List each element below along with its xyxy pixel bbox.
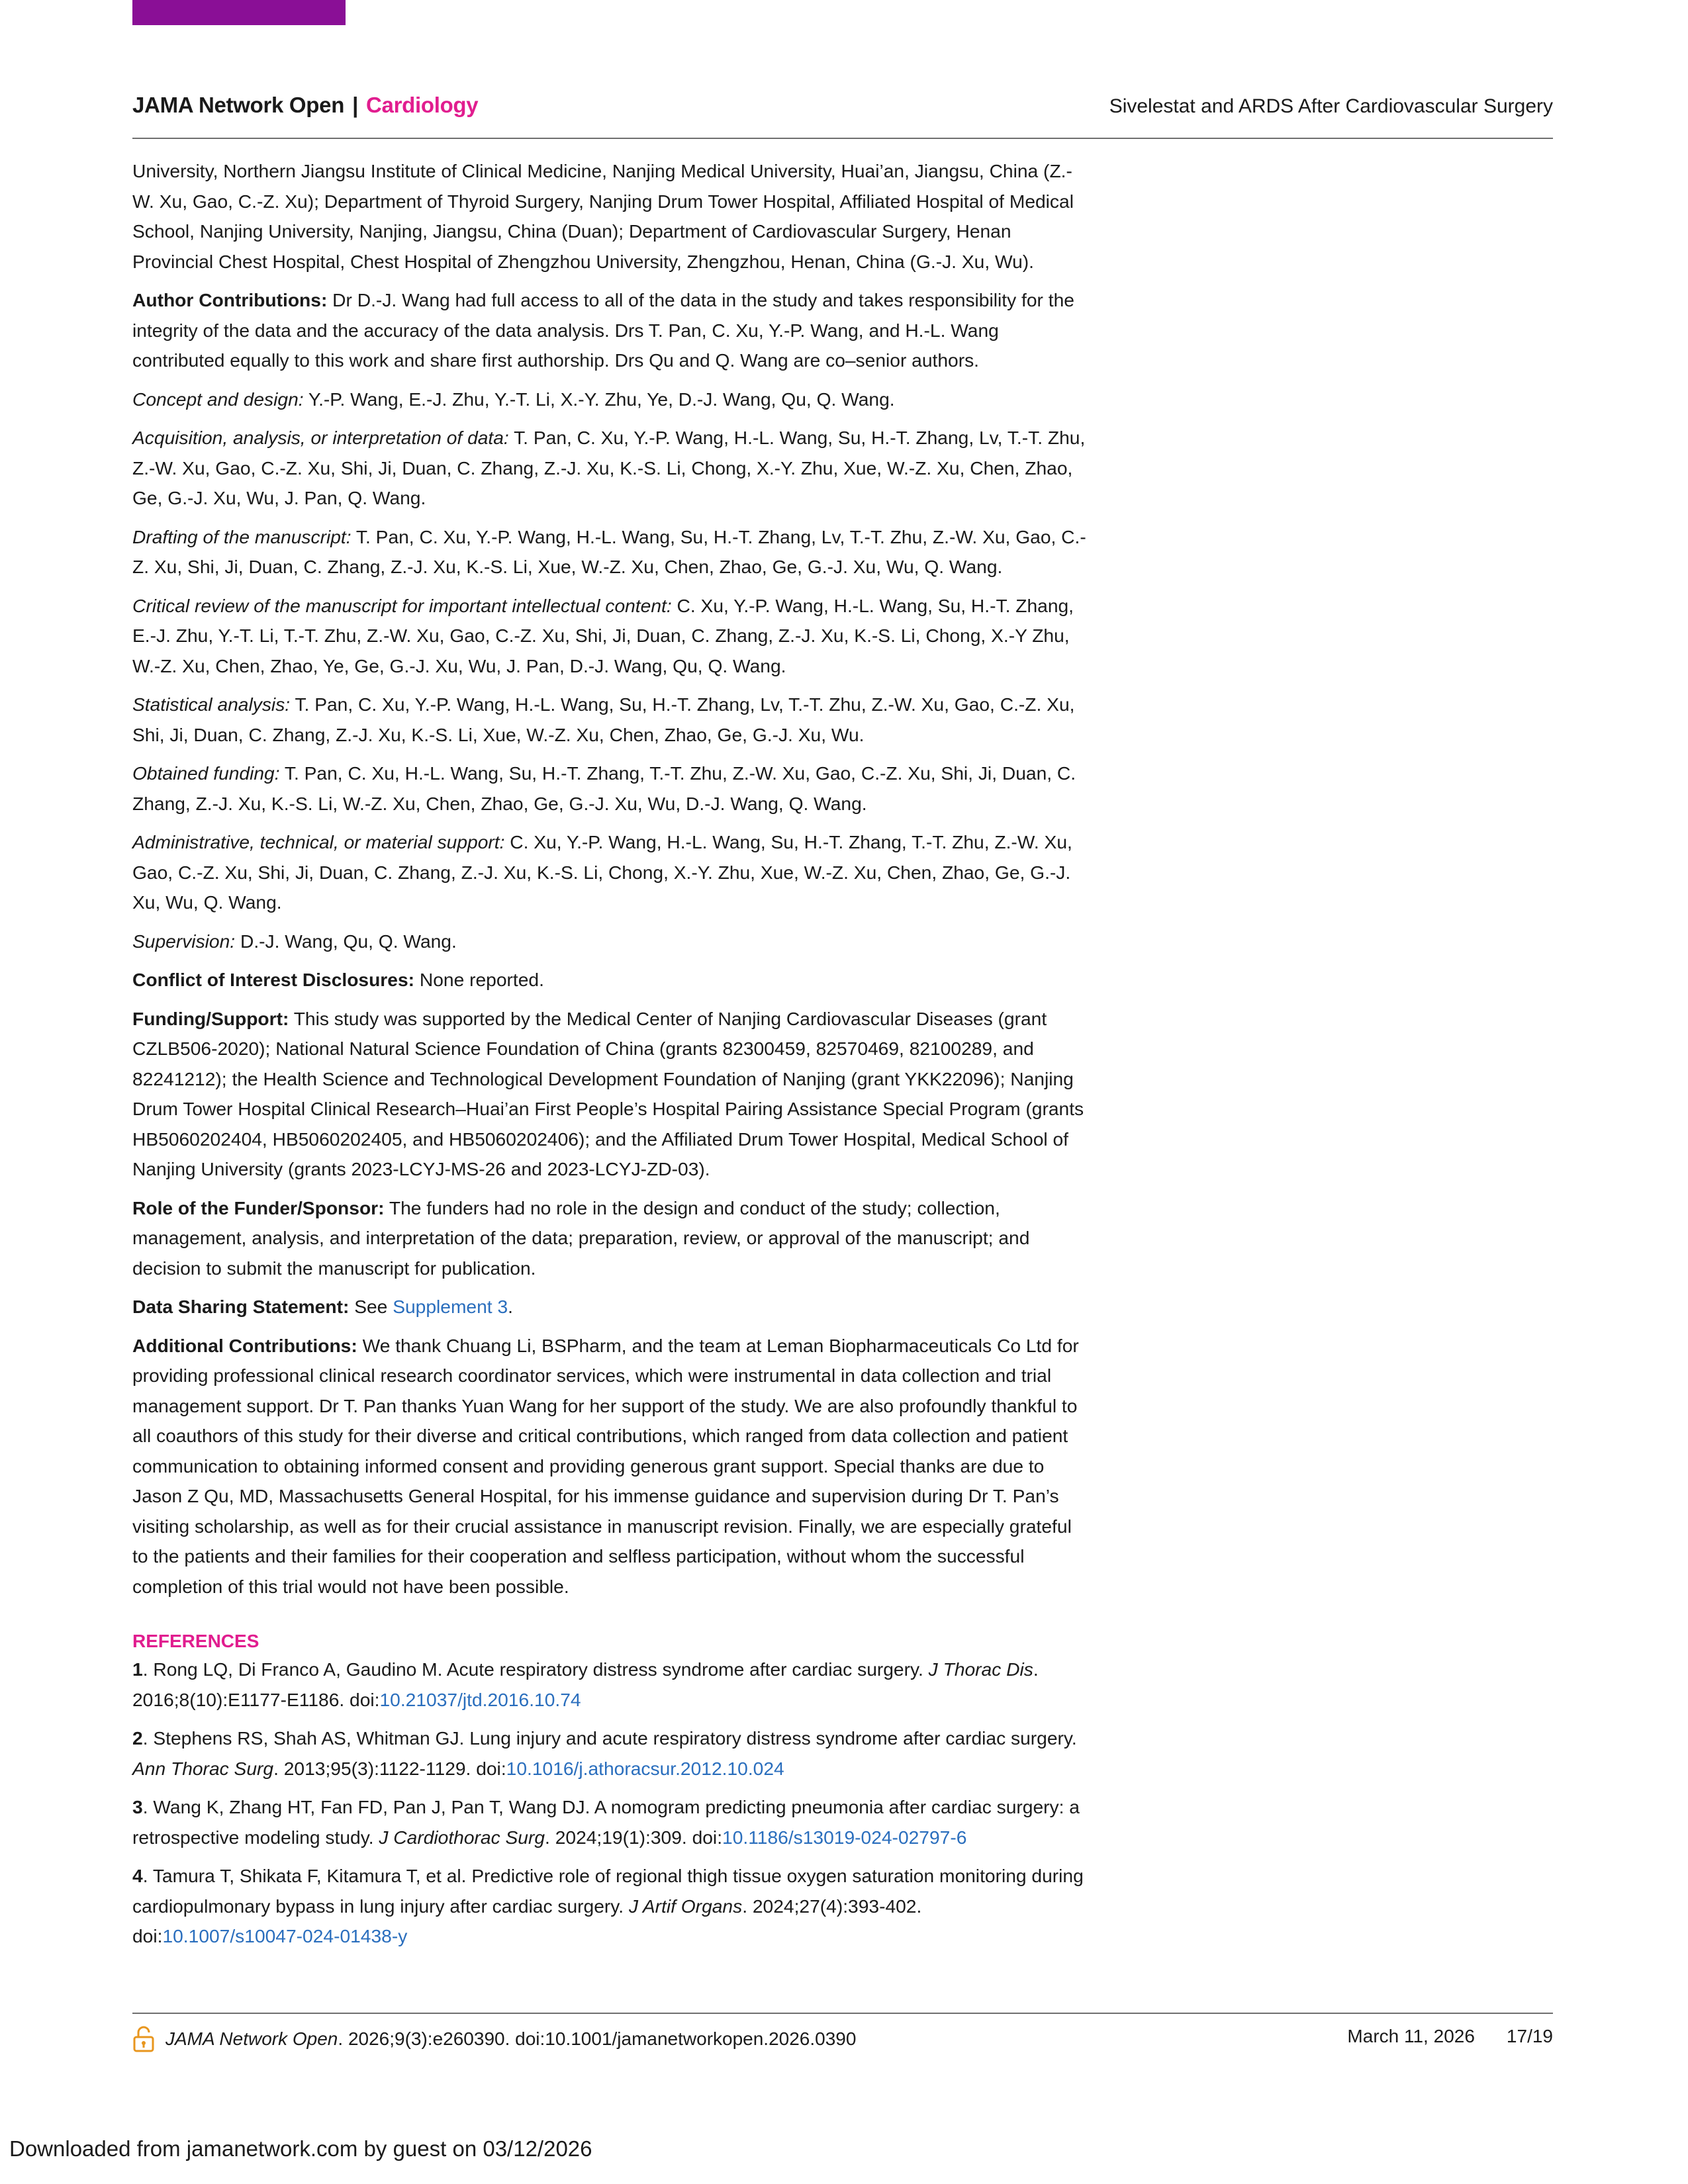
footer-doi: . 2026;9(3):e260390. doi:10.1001/jamanetworkopen.2026.0390 xyxy=(338,2028,857,2049)
role-funding xyxy=(132,758,1092,819)
reference-journal: Ann Thorac Surg xyxy=(132,1757,274,1779)
role-supervision xyxy=(132,927,1092,957)
page-footer xyxy=(132,2013,1553,2054)
reference-item xyxy=(132,1655,1092,1715)
footer-meta xyxy=(1347,2026,1553,2047)
footer-journal: JAMA Network Open xyxy=(165,2028,338,2049)
journal-title xyxy=(132,93,478,118)
role-text: C. Xu, Y.-P. Wang, H.-L. Wang, Su, H.-T. Zhang, T.-T. Zhu, Z.-W. Xu, Gao, C.-Z. Xu, Shi, Ji, Duan, C. Zhang, Z.-J. Xu, K.-S. Li, Chong, X.-Y. Zhu, Xue, W.-Z. Xu, Chen, Zhao, Ge, G.-J. Xu, Wu, Q. Wang. xyxy=(132,831,1072,913)
article-body xyxy=(132,156,1092,1960)
role-label: Supervision: xyxy=(132,930,236,952)
role-administrative xyxy=(132,827,1092,918)
reference-text: . Stephens RS, Shah AS, Whitman GJ. Lung injury and acute respiratory distress syndrome after cardiac surgery. xyxy=(142,1727,1077,1749)
references-heading: REFERENCES xyxy=(132,1631,259,1651)
reference-item xyxy=(132,1792,1092,1852)
funding-support xyxy=(132,1004,1092,1185)
role-label: Obtained funding: xyxy=(132,762,280,784)
journal-name[interactable]: JAMA Network Open xyxy=(132,93,345,117)
journal-color-bar xyxy=(132,0,346,25)
download-notice: Downloaded from jamanetwork.com by guest on 03/12/2026 xyxy=(9,2136,592,2161)
role-label: Statistical analysis: xyxy=(132,694,291,715)
running-title: Sivelestat and ARDS After Cardiovascular Surgery xyxy=(1109,95,1553,117)
reference-doi-link[interactable]: 10.21037/jtd.2016.10.74 xyxy=(379,1688,581,1710)
additional-contributions xyxy=(132,1331,1092,1602)
supplement-link[interactable]: Supplement 3 xyxy=(393,1296,508,1317)
role-statistical xyxy=(132,690,1092,750)
publication-date: March 11, 2026 xyxy=(1347,2026,1475,2046)
funder-role-text: The funders had no role in the design and conduct of the study; collection, management, analysis, and interpretation of the data; preparation, review, or approval of the manuscript; and decision to submit the manuscript for publication. xyxy=(132,1197,1030,1279)
role-text: T. Pan, C. Xu, Y.-P. Wang, H.-L. Wang, Su, H.-T. Zhang, Lv, T.-T. Zhu, Z.-W. Xu, Gao, C.-Z. Xu, Shi, Ji, Duan, C. Zhang, Z.-J. Xu, K.-S. Li, Xue, W.-Z. Xu, Chen, Zhao, Ge, G.-J. Xu, Wu. xyxy=(132,694,1075,745)
reference-item xyxy=(132,1723,1092,1784)
reference-cite: . 2016;8(10):E1177-E1186. doi: xyxy=(132,1659,1039,1710)
role-label: Administrative, technical, or material support: xyxy=(132,831,505,852)
funding-label: Funding/Support: xyxy=(132,1007,289,1029)
reference-doi-link[interactable]: 10.1007/s10047-024-01438-y xyxy=(162,1925,408,1946)
reference-cite: . 2013;95(3):1122-1129. doi: xyxy=(273,1757,506,1779)
reference-text: . Rong LQ, Di Franco A, Gaudino M. Acute respiratory distress syndrome after cardiac surgery. xyxy=(142,1659,929,1680)
role-text: C. Xu, Y.-P. Wang, H.-L. Wang, Su, H.-T. Zhang, E.-J. Zhu, Y.-T. Li, T.-T. Zhu, Z.-W. Xu, Gao, C.-Z. Xu, Shi, Ji, Duan, C. Zhang, Z.-J. Xu, K.-S. Li, Chong, X.-Y Zhu, W.-Z. Xu, Chen, Zhao, Ye, Ge, G.-J. Xu, Wu, J. Pan, D.-J. Wang, Qu, Q. Wang. xyxy=(132,594,1074,676)
role-text: D.-J. Wang, Qu, Q. Wang. xyxy=(235,930,457,952)
author-contributions-label: Author Contributions: xyxy=(132,289,328,310)
funding-text: This study was supported by the Medical Center of Nanjing Cardiovascular Diseases (grant CZLB506-2020); National Natural Science Foundation of China (grants 82300459, 82570469, 82100289, and 82241212); the Health Science and Technological Development Foundation of Nanjing (grant YKK22096); Nanjing Drum Tower Hospital Clinical Research–Huai’an First People’s Hospital Pairing Assistance Special Program (grants HB5060202404, HB5060202405, and HB5060202406); and the Affiliated Drum Tower Hospital, Medical School of Nanjing University (grants 2023-LCYJ-MS-26 and 2023-LCYJ-ZD-03). xyxy=(132,1007,1084,1179)
reference-doi-link[interactable]: 10.1186/s13019-024-02797-6 xyxy=(722,1826,967,1848)
footer-citation xyxy=(132,2026,856,2052)
page-header xyxy=(132,93,1553,139)
conflict-of-interest xyxy=(132,965,1092,995)
conflict-text: None reported. xyxy=(414,969,544,990)
reference-cite: . 2024;19(1):309. doi: xyxy=(545,1826,723,1848)
role-concept xyxy=(132,385,1092,415)
section-name[interactable]: Cardiology xyxy=(366,93,479,117)
additional-label: Additional Contributions: xyxy=(132,1334,357,1356)
reference-number: 1 xyxy=(132,1659,143,1680)
role-text: T. Pan, C. Xu, Y.-P. Wang, H.-L. Wang, Su, H.-T. Zhang, Lv, T.-T. Zhu, Z.-W. Xu, Gao, C.-Z. Xu, Shi, Ji, Duan, C. Zhang, Z.-J. Xu, K.-S. Li, Xue, W.-Z. Xu, Chen, Zhao, Ge, G.-J. Xu, Wu, Q. Wang. xyxy=(132,525,1086,577)
reference-number: 3 xyxy=(132,1796,143,1817)
additional-text: We thank Chuang Li, BSPharm, and the team at Leman Biopharmaceuticals Co Ltd for providing professional clinical research coordinator services, which were instrumental in data collection and trial management support. Dr T. Pan thanks Yuan Wang for her support of the study. We are also profoundly thankful to all coauthors of this study for their diverse and critical contributions, which ranged from data collection and patient communication to obtaining informed consent and providing generous grant support. Special thanks are due to Jason Z Qu, MD, Massachusetts General Hospital, for his immense guidance and supervision during Dr T. Pan’s visiting scholarship, as well as for their crucial assistance in manuscript revision. Finally, we are especially grateful to the patients and their families for their cooperation and selfless participation, without whom the successful completion of this trial would not have been possible. xyxy=(132,1334,1079,1597)
role-critical-review xyxy=(132,591,1092,682)
funder-role xyxy=(132,1193,1092,1284)
role-label: Critical review of the manuscript for important intellectual content: xyxy=(132,594,672,616)
author-contributions xyxy=(132,285,1092,376)
funder-role-label: Role of the Funder/Sponsor: xyxy=(132,1197,385,1218)
role-acquisition xyxy=(132,423,1092,514)
reference-journal: J Artif Organs xyxy=(628,1895,743,1917)
reference-text: . Tamura T, Shikata F, Kitamura T, et al. Predictive role of regional thigh tissue oxygen saturation monitoring during cardiopulmonary bypass in lung injury after cardiac surgery. xyxy=(132,1865,1084,1917)
reference-number: 2 xyxy=(132,1727,143,1749)
conflict-label: Conflict of Interest Disclosures: xyxy=(132,969,415,990)
reference-text: . Wang K, Zhang HT, Fan FD, Pan J, Pan T, Wang DJ. A nomogram predicting pneumonia after cardiac surgery: a retrospective modeling study. xyxy=(132,1796,1080,1848)
header-separator: | xyxy=(352,93,358,117)
role-label: Acquisition, analysis, or interpretation of data: xyxy=(132,427,509,448)
reference-journal: J Thorac Dis xyxy=(928,1659,1033,1680)
role-drafting xyxy=(132,522,1092,582)
reference-item xyxy=(132,1861,1092,1952)
role-text: Y.-P. Wang, E.-J. Zhu, Y.-T. Li, X.-Y. Zhu, Ye, D.-J. Wang, Qu, Q. Wang. xyxy=(303,388,895,410)
reference-doi-link[interactable]: 10.1016/j.athoracsur.2012.10.024 xyxy=(506,1757,784,1779)
data-sharing-label: Data Sharing Statement: xyxy=(132,1296,350,1317)
data-sharing-post: . xyxy=(508,1296,513,1317)
role-text: T. Pan, C. Xu, H.-L. Wang, Su, H.-T. Zhang, T.-T. Zhu, Z.-W. Xu, Gao, C.-Z. Xu, Shi, Ji, Duan, C. Zhang, Z.-J. Xu, K.-S. Li, W.-Z. Xu, Chen, Zhao, Ge, G.-J. Xu, Wu, D.-J. Wang, Q. Wang. xyxy=(132,762,1076,814)
reference-number: 4 xyxy=(132,1865,143,1886)
role-label: Drafting of the manuscript: xyxy=(132,525,352,547)
affiliations-continued: University, Northern Jiangsu Institute of Clinical Medicine, Nanjing Medical University, Huai’an, Jiangsu, China (Z.-W. Xu, Gao, C.-Z. Xu); Department of Thyroid Surgery, Nanjing Drum Tower Hospital, Affiliated Hospital of Medical School, Nanjing University, Nanjing, Jiangsu, China (Duan); Department of Cardiovascular Surgery, Henan Provincial Chest Hospital, Chest Hospital of Zhengzhou University, Zhengzhou, Henan, China (G.-J. Xu, Wu). xyxy=(132,160,1074,272)
reference-journal: J Cardiothorac Surg xyxy=(379,1826,545,1848)
page-number: 17/19 xyxy=(1506,2026,1553,2046)
role-label: Concept and design: xyxy=(132,388,304,410)
author-contributions-text: Dr D.-J. Wang had full access to all of the data in the study and takes responsibility for the integrity of the data and the accuracy of the data analysis. Drs T. Pan, C. Xu, Y.-P. Wang, and H.-L. Wang contributed equally to this work and share first authorship. Drs Qu and Q. Wang are co–senior authors. xyxy=(132,289,1074,371)
reference-cite: . 2024;27(4):393-402. doi: xyxy=(132,1895,922,1946)
open-access-lock-icon xyxy=(132,2026,155,2052)
data-sharing xyxy=(132,1292,1092,1322)
data-sharing-pre: See xyxy=(349,1296,393,1317)
role-text: T. Pan, C. Xu, Y.-P. Wang, H.-L. Wang, Su, H.-T. Zhang, Lv, T.-T. Zhu, Z.-W. Xu, Gao, C.-Z. Xu, Shi, Ji, Duan, C. Zhang, Z.-J. Xu, K.-S. Li, Chong, X.-Y. Zhu, Xue, W.-Z. Xu, Chen, Zhao, Ge, G.-J. Xu, Wu, J. Pan, Q. Wang. xyxy=(132,427,1086,508)
